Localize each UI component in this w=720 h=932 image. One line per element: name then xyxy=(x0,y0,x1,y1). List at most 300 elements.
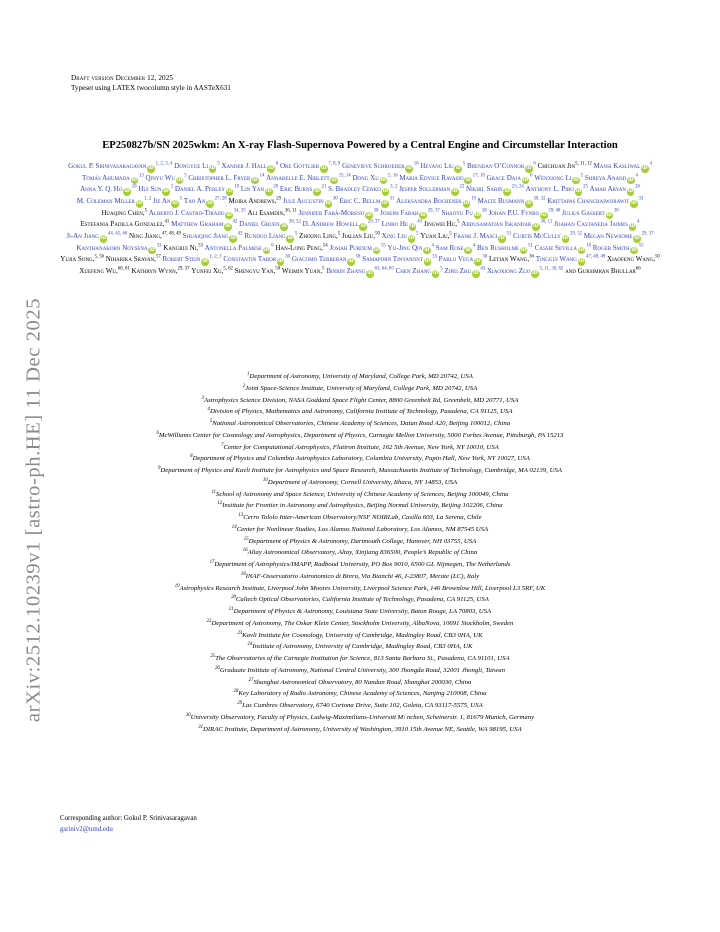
author-name-text: Binbin Zhang xyxy=(326,266,366,275)
corresponding-email-link[interactable]: gsriniv2@umd.edu xyxy=(60,826,113,833)
author-affiliation-marker: 19 xyxy=(234,184,239,190)
author-name-text: Moira Andrews, xyxy=(228,196,277,205)
author-name[interactable] xyxy=(489,209,561,217)
author-affiliation-marker: 5 xyxy=(294,231,298,237)
author-name-text: Jingwei Hu, xyxy=(423,220,458,229)
author-affiliation-marker: 30 xyxy=(613,208,619,214)
author-name-text: Tomás Ahumada xyxy=(82,173,130,182)
author-affiliation-marker: 43 xyxy=(480,266,486,272)
affiliation-text: Graduate Institute of Astronomy, National Central University, 300 Jhongda Road, 32001 Jhongli, Taiwan xyxy=(219,666,505,674)
author-name-text: Ji-An Jiang xyxy=(66,231,99,240)
orcid-icon[interactable]: iD xyxy=(382,189,389,195)
orcid-icon[interactable]: iD xyxy=(148,166,154,171)
affiliation-text: INAF-Osservatorio Astronomico di Brera, Via Bianchi 46, I-23807, Merate (LC), Italy xyxy=(245,572,480,580)
affiliation-text: Cerro Tololo Inter-American Observatory/NSF NOIRLab, Casilla 603, La Serena, Chile xyxy=(243,514,482,521)
author-name[interactable] xyxy=(66,232,127,240)
affiliation-number: 27 xyxy=(248,677,254,683)
author-name[interactable] xyxy=(461,220,552,228)
orcid-icon[interactable]: iD xyxy=(455,166,461,171)
author-name[interactable] xyxy=(183,232,243,240)
orcid-icon[interactable]: iD xyxy=(629,224,636,230)
author-name[interactable] xyxy=(535,244,591,252)
author-name[interactable] xyxy=(487,267,563,275)
author-name[interactable] xyxy=(280,185,326,193)
author-name-text: Chen Zhang xyxy=(395,266,432,275)
orcid-icon[interactable]: iD xyxy=(252,177,258,183)
author-name[interactable] xyxy=(388,244,434,252)
author-affiliation-marker: 5 xyxy=(462,161,466,167)
author-affiliation-marker: 5 xyxy=(179,196,183,202)
affiliation-text: Las Cumbres Observatory, 6740 Cortona Drive, Suite 102, Goleta, CA 93117-5575, USA xyxy=(242,702,483,709)
orcid-icon[interactable]: iD xyxy=(424,247,430,253)
author-name-text: Xiaofeng Wang, xyxy=(607,255,655,264)
author-name[interactable] xyxy=(184,197,227,205)
author-name-text: Gokul P. Srinivasaragavan xyxy=(68,162,147,170)
orcid-icon[interactable]: iD xyxy=(380,177,387,183)
author-affiliation-marker: 30 xyxy=(332,196,338,202)
affiliation-number: 5 xyxy=(209,418,213,424)
affiliation-item xyxy=(40,536,680,548)
author-name[interactable] xyxy=(396,267,443,275)
affiliation-text: Altay Astronomical Observatory, Altay, Xinjiang 836500, People’s Republic of China xyxy=(247,549,478,557)
arxiv-identifier: arXiv:2512.10239v1 [astro-ph.HE] 11 Dec 2025 xyxy=(22,297,45,723)
orcid-icon[interactable]: iD xyxy=(331,177,337,183)
author-name-text: Annabelle E. Niblett xyxy=(266,173,330,182)
author-name[interactable] xyxy=(442,209,487,217)
orcid-icon[interactable]: iD xyxy=(465,247,471,253)
author-affiliation-marker: 36, 11 xyxy=(540,219,553,225)
author-name[interactable] xyxy=(439,255,488,263)
author-name-text: Lin Yan xyxy=(240,185,265,194)
author-name[interactable] xyxy=(362,255,437,263)
affiliation-item xyxy=(40,406,680,418)
affiliation-text: McWilliams Center for Cosmology and Astrophysics, Department of Physics, Carnegie Mellon University, 5000 Forbes Avenue, Pittsburgh, PA 15213 xyxy=(158,431,564,439)
author-affiliation-marker: 10 xyxy=(413,161,419,167)
author-affiliation-marker: 36 xyxy=(529,254,534,260)
author-name xyxy=(191,267,233,275)
orcid-icon[interactable]: iD xyxy=(202,259,208,265)
author-name[interactable] xyxy=(146,174,187,182)
author-name-text: Alberto J. Castro-Tirado xyxy=(148,208,225,217)
author-name-text: Johan P.U. Fynbo xyxy=(488,208,540,217)
author-affiliation-marker: 6 xyxy=(530,173,533,179)
orcid-icon[interactable]: iD xyxy=(314,189,320,195)
author-name-text: Han-Long Peng, xyxy=(275,243,323,252)
affiliation-number: 12 xyxy=(217,501,223,506)
author-affiliation-marker: 5 xyxy=(322,266,325,272)
author-name[interactable] xyxy=(171,220,237,228)
author-affiliation-marker: 5 xyxy=(440,266,443,272)
affiliation-number: 4 xyxy=(207,407,210,412)
author-name[interactable] xyxy=(454,232,512,240)
author-name-text: Matthew Graham xyxy=(171,220,224,229)
author-affiliation-marker: 4 xyxy=(635,173,638,179)
author-name xyxy=(248,209,297,217)
author-name-text: Grace Daja xyxy=(486,173,521,182)
author-name[interactable] xyxy=(534,174,583,182)
affiliation-item xyxy=(40,712,680,724)
author-name-text: Julius Gassert xyxy=(562,208,605,217)
affiliation-item xyxy=(40,547,680,559)
orcid-icon[interactable]: iD xyxy=(474,212,481,218)
author-affiliation-marker: 51 xyxy=(506,231,512,237)
author-name[interactable] xyxy=(399,185,464,193)
author-name[interactable] xyxy=(328,185,397,193)
orcid-icon[interactable]: iD xyxy=(367,270,373,276)
author-affiliation-marker: 30 xyxy=(482,254,488,260)
author-name-text: Anthony L. Piro xyxy=(525,185,574,194)
affiliation-text: Joint Space-Science Institute, University of Maryland, College Park, MD 20742, USA xyxy=(245,384,478,392)
orcid-icon[interactable]: iD xyxy=(207,200,213,206)
author-name-text: Xuefeng Wu, xyxy=(79,266,118,275)
orcid-icon[interactable]: iD xyxy=(526,200,532,206)
orcid-icon[interactable]: iD xyxy=(628,177,634,183)
affiliation-item xyxy=(40,559,680,571)
author-affiliation-marker: 7, 8, 9 xyxy=(328,161,341,167)
author-name[interactable] xyxy=(138,185,173,193)
author-name xyxy=(424,220,460,228)
author-name[interactable] xyxy=(342,162,418,170)
author-name[interactable] xyxy=(477,244,533,252)
affiliation-item xyxy=(40,688,680,700)
orcid-icon[interactable]: iD xyxy=(473,270,479,276)
author-affiliation-marker: 47, 48, 49 xyxy=(161,231,181,237)
orcid-icon[interactable]: iD xyxy=(382,200,388,206)
author-affiliation-marker: 43 xyxy=(417,219,422,225)
author-affiliation-marker: 5 xyxy=(457,219,460,225)
orcid-icon[interactable]: iD xyxy=(209,166,216,171)
author-affiliation-marker: 29, 37 xyxy=(367,219,380,225)
author-name-text: Abdusamatjan Iskandar xyxy=(461,220,532,229)
author-affiliation-marker: 5 xyxy=(184,173,187,179)
author-name-text: Heyang Liu xyxy=(420,162,454,170)
author-affiliation-marker: 5 xyxy=(170,184,174,190)
author-name-text: Tao An xyxy=(183,196,206,205)
author-name-text: Aleksandra Bochenek xyxy=(396,196,462,205)
author-affiliation-marker: 55 xyxy=(380,243,386,249)
orcid-icon[interactable]: iD xyxy=(573,177,579,183)
author-name[interactable] xyxy=(280,162,340,170)
author-name-text: and Gursimran Bhullar xyxy=(565,266,636,275)
orcid-icon[interactable]: iD xyxy=(533,224,539,230)
orcid-icon[interactable]: iD xyxy=(172,200,178,206)
affiliation-text: Department of Physics and Kavli Institute for Astrophysics and Space Research, Massachusetts Institute of Technology, Cambridge, MA 02139, USA xyxy=(160,467,563,474)
author-name[interactable] xyxy=(396,197,476,205)
orcid-icon[interactable]: iD xyxy=(263,247,270,253)
author-name-text: Sam Rose xyxy=(435,243,464,252)
author-name[interactable] xyxy=(80,185,136,193)
author-name[interactable] xyxy=(205,244,274,252)
author-name[interactable] xyxy=(283,197,338,205)
affiliation-number: 29 xyxy=(237,700,243,706)
author-affiliation-marker: 33 xyxy=(156,243,162,249)
author-name-text: Joseph Farah xyxy=(380,208,419,217)
orcid-icon[interactable]: iD xyxy=(373,247,380,253)
author-name[interactable] xyxy=(554,220,639,228)
author-affiliation-marker: 6 xyxy=(271,243,274,249)
author-affiliation-marker: 15, 14 xyxy=(338,173,351,179)
author-name-text: Weimin Yuan, xyxy=(281,266,323,275)
orcid-icon[interactable]: iD xyxy=(287,235,293,241)
author-name[interactable] xyxy=(382,220,422,228)
orcid-icon[interactable]: iD xyxy=(176,177,183,183)
orcid-icon[interactable]: iD xyxy=(268,166,274,171)
affiliation-item xyxy=(40,383,680,395)
author-name[interactable] xyxy=(590,185,640,193)
orcid-icon[interactable]: iD xyxy=(360,224,366,230)
author-name[interactable] xyxy=(174,162,220,170)
author-name xyxy=(342,232,380,240)
orcid-icon[interactable]: iD xyxy=(163,189,169,195)
author-name[interactable] xyxy=(444,267,485,275)
author-name[interactable] xyxy=(420,162,465,170)
author-name[interactable] xyxy=(593,244,644,252)
author-affiliation-marker: 50 xyxy=(654,254,660,260)
author-affiliation-marker: 5 xyxy=(337,231,341,237)
author-name[interactable] xyxy=(303,220,380,228)
author-name[interactable] xyxy=(241,185,278,193)
affiliation-number: 11 xyxy=(211,489,216,495)
orcid-icon[interactable]: iD xyxy=(100,235,107,241)
author-name[interactable] xyxy=(326,267,393,275)
orcid-icon[interactable]: iD xyxy=(149,247,155,253)
orcid-icon[interactable]: iD xyxy=(408,235,415,241)
author-name xyxy=(489,255,534,263)
author-name[interactable] xyxy=(149,209,246,217)
author-affiliation-marker: 30, 32 xyxy=(288,219,301,225)
author-name-text: Ning Jiang, xyxy=(128,231,162,240)
author-name[interactable] xyxy=(513,232,582,240)
author-name[interactable] xyxy=(68,162,172,170)
author-name[interactable] xyxy=(221,162,278,170)
author-affiliation-marker: 4 xyxy=(637,219,640,225)
orcid-icon[interactable]: iD xyxy=(606,212,612,218)
author-name[interactable] xyxy=(547,197,643,205)
author-name[interactable] xyxy=(562,209,619,217)
author-affiliation-marker: 29, 37 xyxy=(427,208,440,214)
author-affiliation-marker: 29 xyxy=(276,196,282,202)
author-name[interactable] xyxy=(526,185,588,193)
affiliation-number: 17 xyxy=(209,559,215,565)
author-name-text: Amar Aryan xyxy=(589,185,626,194)
orcid-icon[interactable]: iD xyxy=(226,212,232,218)
affiliation-item xyxy=(40,606,680,618)
orcid-icon[interactable]: iD xyxy=(562,235,569,241)
affiliation-number: 6 xyxy=(156,430,159,436)
affiliation-number: 18 xyxy=(240,571,246,577)
author-name-text: Robert Stein xyxy=(162,255,201,264)
author-affiliation-marker: 4 xyxy=(649,161,652,167)
author-affiliation-marker: 29, 37 xyxy=(641,231,654,237)
author-affiliation-marker: 31 xyxy=(389,196,395,202)
author-name[interactable] xyxy=(163,255,222,263)
author-affiliation-marker: 63, 64, 65 xyxy=(374,266,394,272)
author-affiliation-marker: 22 xyxy=(459,184,465,190)
author-name[interactable] xyxy=(244,232,297,240)
orcid-icon[interactable]: iD xyxy=(230,235,236,241)
author-name xyxy=(60,255,104,263)
author-name-text: Qinyu Wu xyxy=(145,173,175,182)
orcid-icon[interactable]: iD xyxy=(348,259,354,265)
author-name[interactable] xyxy=(188,174,264,182)
author-name-text: Samaporn Tinyanont xyxy=(362,255,423,264)
orcid-icon[interactable]: iD xyxy=(634,235,640,241)
author-name[interactable] xyxy=(239,220,301,228)
orcid-icon[interactable]: iD xyxy=(225,224,231,230)
affiliation-item xyxy=(40,442,680,454)
orcid-icon[interactable]: iD xyxy=(452,189,458,195)
orcid-icon[interactable]: iD xyxy=(475,259,481,265)
author-name[interactable] xyxy=(594,162,652,170)
author-affiliation-marker: 47, 48, 49 xyxy=(586,254,606,260)
affiliation-number: 20 xyxy=(231,595,236,600)
author-name-text: Dongyue Li xyxy=(174,162,209,170)
orcid-icon[interactable]: iD xyxy=(499,235,505,241)
author-name[interactable] xyxy=(76,244,161,252)
affiliation-text: Center for Computational Astrophysics, Flatiron Institute, 162 5th Avenue, New York, NY 10010, USA xyxy=(223,443,499,451)
author-name xyxy=(607,255,660,263)
orcid-icon[interactable]: iD xyxy=(432,270,439,276)
orcid-icon[interactable]: iD xyxy=(136,200,143,206)
author-name[interactable] xyxy=(584,232,654,240)
affiliation-text: Astrophysics Science Division, NASA Goddard Space Flight Center, 8800 Greenbelt Rd, Greenbelt, MD 20771, USA xyxy=(204,396,519,404)
orcid-icon[interactable]: iD xyxy=(541,212,547,218)
orcid-icon[interactable]: iD xyxy=(465,177,471,183)
affiliation-text: Shanghai Astronomical Observatory, 80 Nandan Road, Shanghai 200030, China xyxy=(253,678,472,686)
author-name[interactable] xyxy=(536,255,606,263)
orcid-icon[interactable]: iD xyxy=(409,224,416,230)
orcid-icon[interactable]: iD xyxy=(642,166,648,171)
author-name-text: Xing Liu xyxy=(381,231,407,240)
affiliation-text: Institute of Astronomy, University of Cambridge, Madingley Road, CB3 0HA, UK xyxy=(252,643,473,651)
author-affiliation-marker: 5 xyxy=(416,231,419,237)
author-name-text: Curtis McCully xyxy=(513,231,561,240)
author-name-text: Brendan O’Connor xyxy=(467,162,525,170)
orcid-icon[interactable]: iD xyxy=(321,166,327,171)
author-affiliation-marker: 41 xyxy=(164,219,170,225)
author-name-text: Eric Burns xyxy=(279,185,313,194)
author-affiliation-marker: 6 xyxy=(533,161,536,167)
orcid-icon[interactable]: iD xyxy=(463,200,470,206)
orcid-icon[interactable]: iD xyxy=(526,166,532,171)
orcid-icon[interactable]: iD xyxy=(131,177,138,183)
orcid-icon[interactable]: iD xyxy=(281,224,287,230)
affiliation-item xyxy=(40,594,680,606)
author-affiliation-marker: 44, 45, 46 xyxy=(108,231,128,237)
orcid-icon[interactable]: iD xyxy=(627,189,634,195)
author-name[interactable] xyxy=(382,232,419,240)
corresponding-author xyxy=(60,813,197,835)
affiliation-text: Department of Astronomy, The Oskar Klein Center, Stockholm University, AlbaNova, 10691 Stockholm, Sweden xyxy=(211,619,514,627)
author-affiliation-marker: 5 xyxy=(144,208,148,214)
orcid-icon[interactable]: iD xyxy=(420,212,426,218)
author-name[interactable] xyxy=(585,174,638,182)
author-name[interactable] xyxy=(329,244,385,252)
paper-title: EP250827b/SN 2025wkm: An X-ray Flash-Supernova Powered by a Central Engine and Circumstellar Interaction xyxy=(102,140,618,151)
author-name xyxy=(129,232,181,240)
author-affiliation-marker: 36, 11 xyxy=(284,208,297,214)
affiliation-text: Department of Physics and Columbia Astrophysics Laboratory, Columbia University, Pupin Hall, New York, NY 10027, USA xyxy=(192,455,530,463)
author-name[interactable] xyxy=(436,244,475,252)
author-name[interactable] xyxy=(487,174,533,182)
affiliation-text: Department of Physics & Astronomy, Louisiana State University, Baton Rouge, LA 70803, USA xyxy=(233,608,492,615)
orcid-icon[interactable]: iD xyxy=(325,200,331,206)
affiliation-number: 19 xyxy=(174,583,180,589)
author-name-text: Christopher L. Fryer xyxy=(188,173,251,182)
orcid-icon[interactable]: iD xyxy=(631,247,637,253)
affiliation-text: Astrophysics Research Institute, Liverpool John Moores University, Liverpool Science Park, 146 Brownlow Hill, Liverpool L3 5RF, UK xyxy=(179,584,546,592)
orcid-icon[interactable]: iD xyxy=(575,189,582,195)
orcid-icon[interactable]: iD xyxy=(578,247,585,253)
affiliation-item xyxy=(40,477,680,489)
author-name xyxy=(163,244,203,252)
author-name-text: D. Andrew Howell xyxy=(302,220,359,229)
author-name-text: Anna Y. Q. Ho xyxy=(80,185,123,194)
orcid-icon[interactable]: iD xyxy=(520,247,527,253)
author-name[interactable] xyxy=(467,162,536,170)
author-name[interactable] xyxy=(292,255,361,263)
author-affiliation-marker: 55 xyxy=(638,243,644,249)
orcid-icon[interactable]: iD xyxy=(578,259,585,265)
affiliation-text: Department of Astrophysics/IMAPP, Radboud University, PO Box 9010, 6500 GL Nijmegen, The Netherlands xyxy=(214,561,511,568)
orcid-icon[interactable]: iD xyxy=(532,270,538,276)
author-affiliation-marker: 10 xyxy=(586,243,592,249)
author-name-text: Frank J. Masci xyxy=(453,231,498,240)
affiliation-text: School of Astronomy and Space Science, University of Chinese Academy of Sciences, Beijing 100049, China xyxy=(215,490,509,498)
author-name[interactable] xyxy=(266,174,351,182)
author-name xyxy=(538,162,592,170)
author-name[interactable] xyxy=(380,209,440,217)
author-name xyxy=(299,232,340,240)
author-name[interactable] xyxy=(82,174,144,182)
author-name[interactable] xyxy=(352,174,397,182)
author-affiliation-marker: 23, 24 xyxy=(511,184,524,190)
orcid-icon[interactable]: iD xyxy=(266,189,272,195)
author-name-text: Jule Augustin xyxy=(282,196,324,205)
affiliation-item xyxy=(40,524,680,536)
author-name[interactable] xyxy=(223,255,290,263)
orcid-icon[interactable]: iD xyxy=(522,177,529,183)
author-affiliation-marker: 1, 2, 3, 4 xyxy=(155,161,173,167)
author-name xyxy=(80,220,169,228)
author-name-text: Yujia Song, xyxy=(60,255,95,264)
author-name[interactable] xyxy=(399,174,484,182)
author-name-text: Genevieve Schroeder xyxy=(342,162,405,170)
affiliation-item xyxy=(40,583,680,595)
author-affiliation-marker: 21 xyxy=(321,184,327,190)
orcid-icon[interactable]: iD xyxy=(366,212,372,218)
author-name xyxy=(101,209,147,217)
author-name[interactable] xyxy=(175,185,239,193)
affiliation-number: 14 xyxy=(231,524,237,530)
author-name-text: Eric C. Bellm xyxy=(339,196,381,205)
orcid-icon[interactable]: iD xyxy=(424,259,431,265)
orcid-icon[interactable]: iD xyxy=(631,200,637,206)
orcid-icon[interactable]: iD xyxy=(406,166,412,171)
author-affiliation-marker: 57 xyxy=(155,254,161,260)
orcid-icon[interactable]: iD xyxy=(124,189,130,195)
author-affiliation-marker: 5 xyxy=(217,161,220,167)
author-name[interactable] xyxy=(298,209,378,217)
orcid-icon[interactable]: iD xyxy=(504,189,510,195)
author-name[interactable] xyxy=(77,197,151,205)
author-name[interactable] xyxy=(153,197,182,205)
orcid-icon[interactable]: iD xyxy=(226,189,233,195)
author-name[interactable] xyxy=(466,185,524,193)
orcid-icon[interactable]: iD xyxy=(277,259,284,265)
author-name[interactable] xyxy=(339,197,394,205)
author-name[interactable] xyxy=(478,197,546,205)
